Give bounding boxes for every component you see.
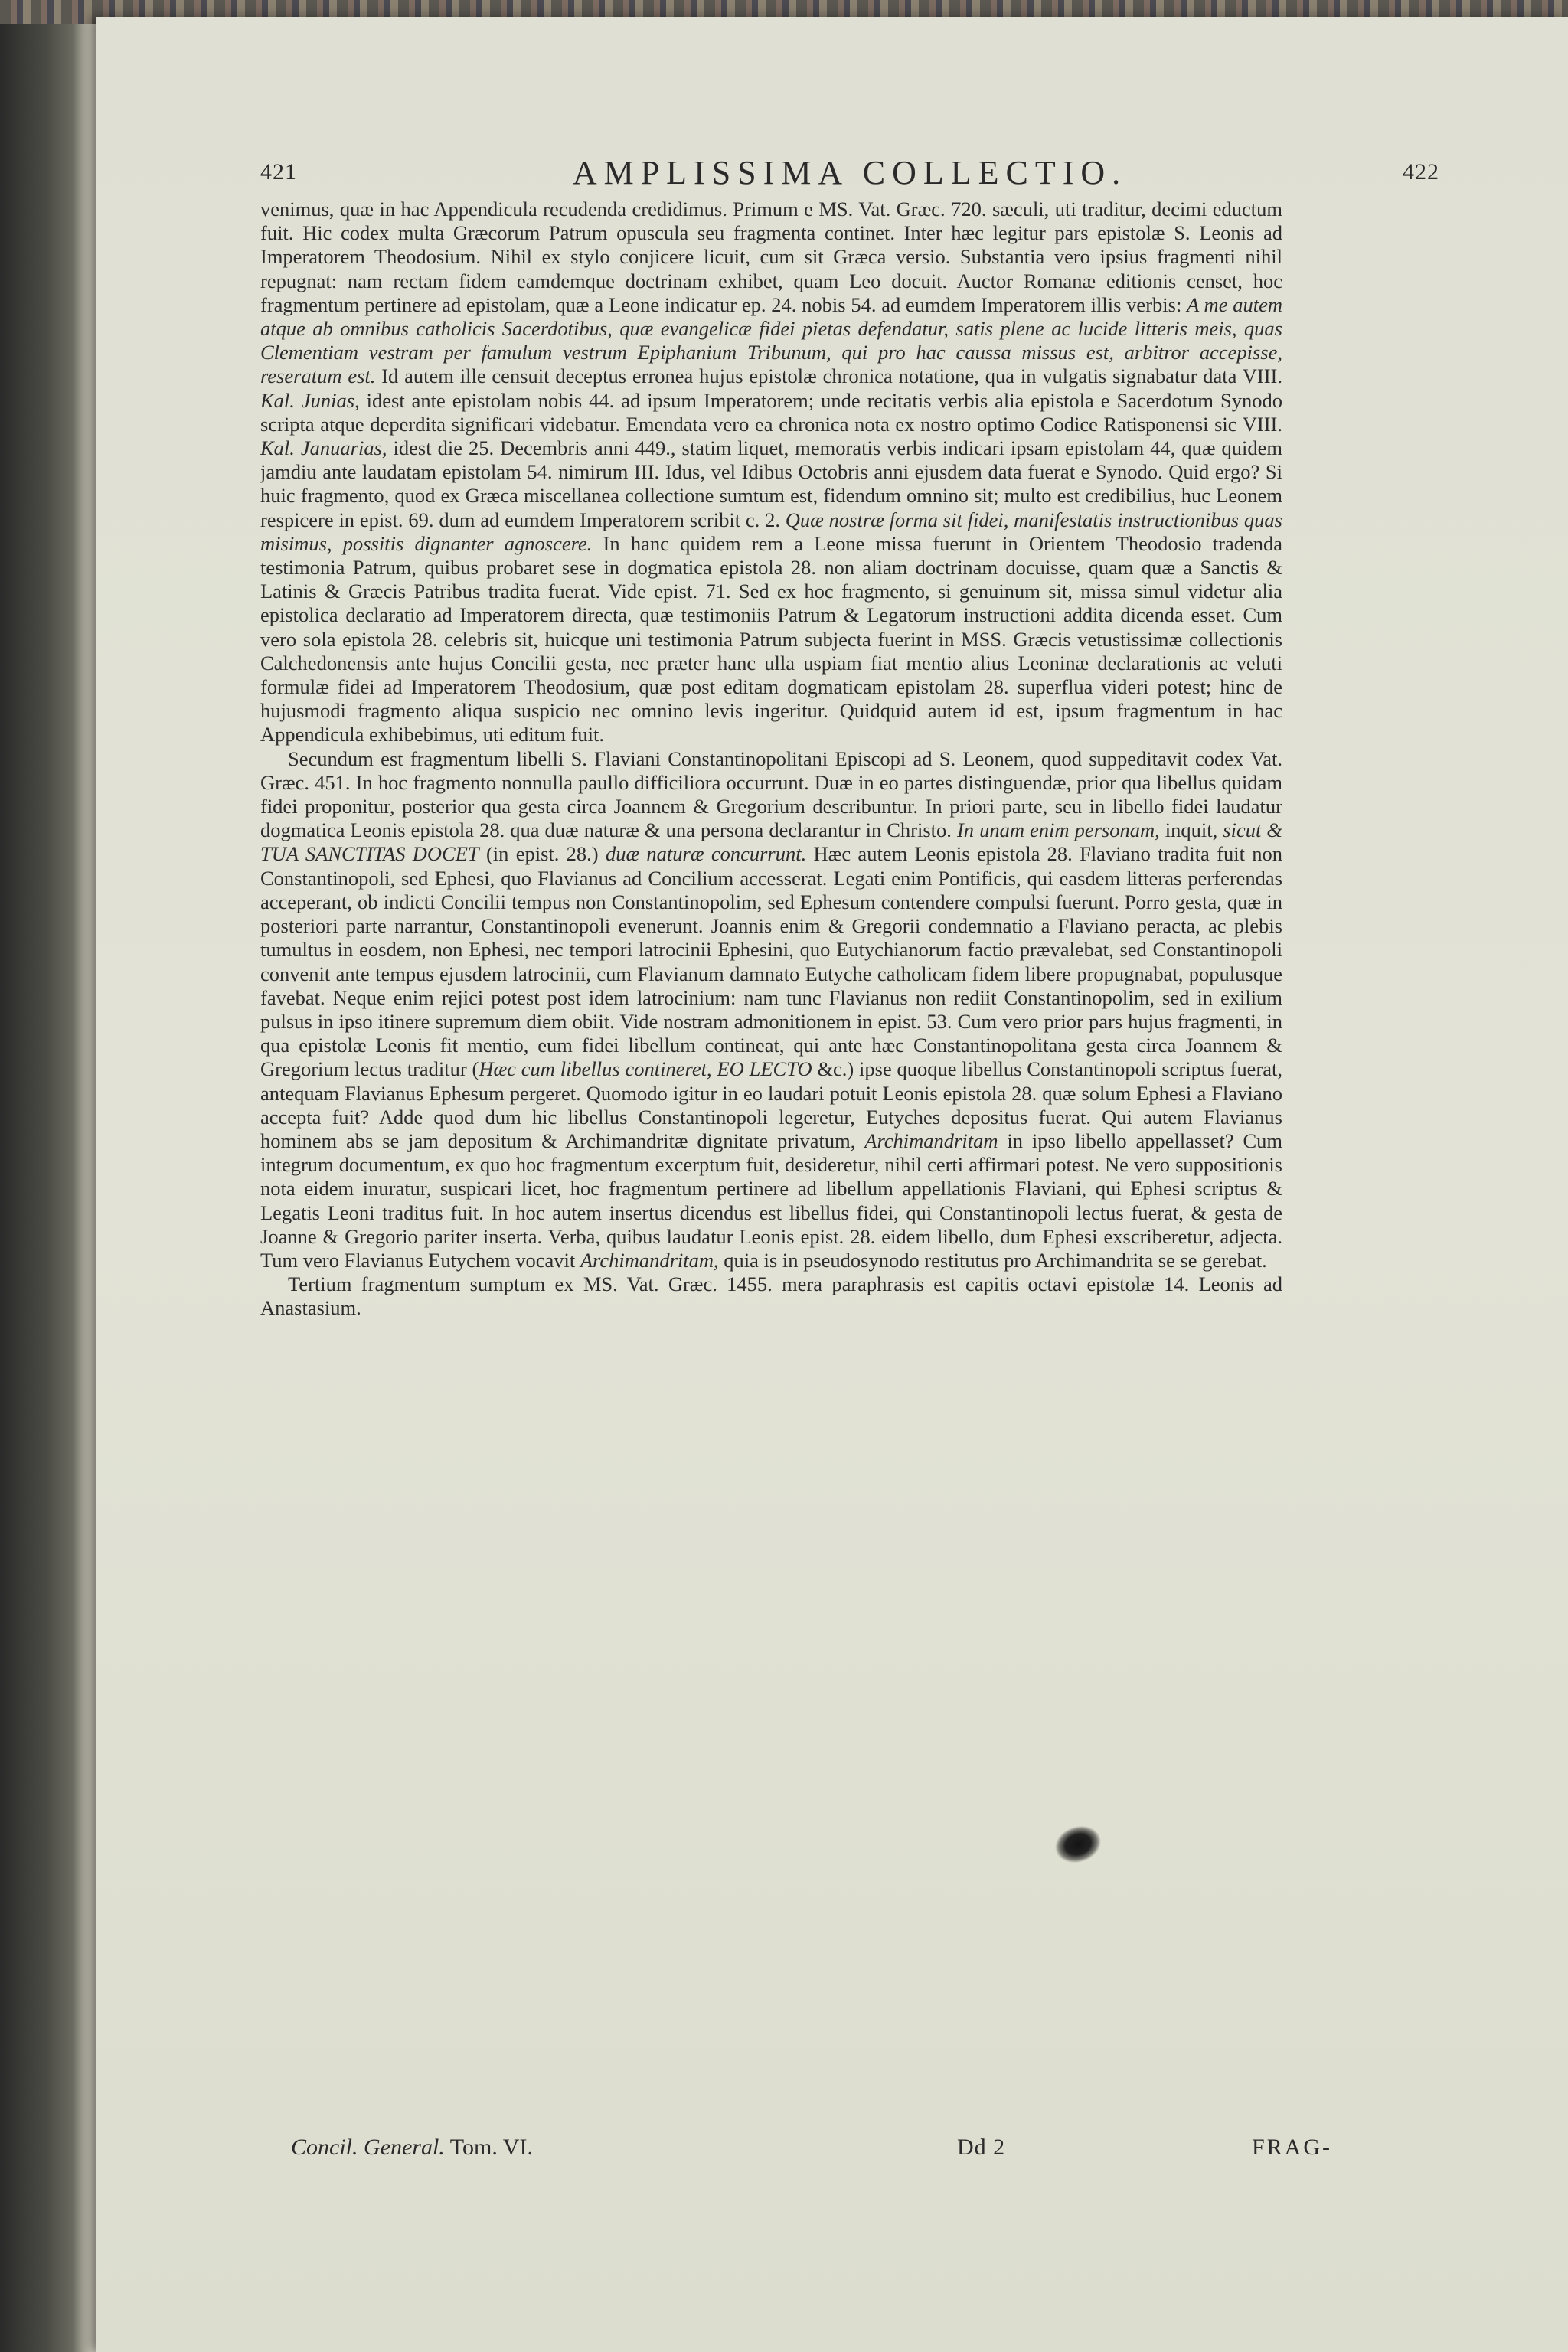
paragraph-1 [260,198,1282,747]
p1-text-4: idest ante epistolam nobis 44. ad ipsum Imperatorem; unde recitatis verbis alia epistola e Sacerdotum Synodo scripta atque deperdita significari videbatur. Emendata vero ea chronica nota ex nostro optimo Codice Ratisponensi sic VIII. [260,388,1282,436]
left-page-number: 421 [260,159,297,185]
footer-volume [291,2135,533,2161]
catchword: FRAG- [1251,2135,1332,2160]
p2-quote-naturae: duæ naturæ concurrunt. [605,842,807,866]
p1-date-junias: Kal. Junias, [260,388,360,412]
p2-text-12: in ipso libello appellasset? Cum integrum documentum, ex quo hoc fragmentum excerptum fuit, desideretur, nihil certi affirmari potest. Ne vero suppositionis nota eidem inuratur, suspicari licet, hoc fragmentum pertinere ad libellum appellationis Flaviani, qui Ephesi scriptus & Legatis Leoni traditus fuit. In hoc autem insertus dicendus est libellus fidei, qui Constantinopoli lectus fuerat, & gesta de Joanne & Gregorio pariter inserta. Verba, quibus laudatur Leonis epist. 28. eidem libello, dum Ephesi exscriberetur, adjecta. Tum vero Flavianus Eutychem vocavit [260,1129,1282,1272]
signature-mark: Dd 2 [957,2135,1006,2160]
p2-quote-unam: In unam enim personam, [956,818,1160,842]
running-header [260,153,1439,199]
paragraph-2 [260,747,1282,1272]
page-footer [291,2135,1332,2173]
p2-quote-eo-lecto: EO LECTO [717,1057,812,1081]
page-body [260,198,1282,1321]
p2-quote-sicut: sicut & TUA SANCTITAS DOCET [260,818,1282,866]
p1-quote-leo: A me autem atque ab omnibus catholicis Sacerdotibus, quæ evangelicæ fidei pietas defendatur, satis plene ac lucide litteris meis, quas Clementiam vestram per famulum vestrum Epiphanium Tribunum, qui pro hac caussa missus est, arbitror accepisse, reseratum est. [260,292,1282,388]
p2-text-10: &c.) ipse quoque libellus Constantinopoli scriptus fuerat, antequam Flavianus Ephesum pergeret. Quomodo igitur in eo laudari potuit Leonis epistola 28. quæ solum Ephesi a Flaviano accepta fuit? Adde quod dum hic libellus Constantinopoli legeretur, Eutyches depositus fuerat. Qui autem Flavianus hominem abs se jam depositum & Archimandritæ dignitate privatum, [260,1057,1283,1152]
p2-text-0: Secundum est fragmentum libelli S. Flaviani Constantinopolitani Episcopi ad S. Leonem, quod suppeditavit codex Vat. Græc. 451. In hoc fragmento nonnulla paullo difficiliora occurrunt. Duæ in eo partes distinguendæ, prior qua libellus quidam fidei proponitur, posterior qua gesta circa Joannem & Gregorium describuntur. In priori parte, seu in libello fidei laudatur dogmatica Leonis epistola 28. qua duæ naturæ & una persona declarantur in Christo. [260,746,1282,842]
footer-volume-roman: Tom. VI. [444,2135,533,2160]
p2-text-2: inquit, [1159,818,1223,842]
p2-text-8: , [707,1057,717,1081]
p2-quote-haec: Hæc cum libellus contineret [479,1057,707,1081]
right-page-number: 422 [1403,159,1439,185]
p2-word-archimandritam-2: Archimandritam [580,1248,714,1272]
running-title: AMPLISSIMA COLLECTIO. [572,154,1128,191]
footer-volume-italic: Concil. General. [291,2135,445,2160]
p2-text-4: (in epist. 28.) [479,842,606,866]
paragraph-3: Tertium fragmentum sumptum ex MS. Vat. Græc. 1455. mera paraphrasis est capitis octavi epistolæ 14. Leonis ad Anastasium. [260,1272,1282,1320]
p2-text-6: Hæc autem Leonis epistola 28. Flaviano tradita fuit non Constantinopoli, sed Ephesi, quo Flavianus ad Concilium accesserat. Legati enim Pontificis, qui easdem litteras perferendas acceperant, ob indicti Concilii tempus non Constantinopolim, sed Ephesum contendere compulsi fuerunt. Porro gesta, quæ in posteriori parte narrantur, Constantinopoli evenerunt. Joannis enim & Gregorii condemnatio a Flaviano peracta, ac plebis tumultus in eosdem, non Ephesi, nec tempori latrocinii Ephesini, quo Eutychianorum factio prævalebat, sed Constantinopoli convenit ante tempus ejusdem latrocinii, cum Flavianum damnato Eutyche catholicam fidem libere propugnabat, populusque favebat. Neque enim rejici potest post idem latrocinium: nam tunc Flavianus non rediit Constantinopolim, sed in exilium pulsus in ipso itinere supremum diem obiit. Vide nostram admonitionem in epist. 53. Cum vero prior pars hujus fragmenti, in qua epistolæ Leonis fit mentio, eum fidei libellum contineat, qui ante hæc Constantinopolitana gesta circa Joannem & Gregorium lectus traditur ( [260,842,1282,1081]
p1-text-6: idest die 25. Decembris anni 449., statim liquet, memoratis verbis indicari ipsam epistolam 44, quæ quidem jamdiu ante laudatam epistolam 54. nimirum III. Idus, vel Idibus Octobris anni ejusdem data fuerat e Synodo. Quid ergo? Si huic fragmento, quod ex Græca miscellanea collectione sumtum est, fidendum omnino sit; multo est credibilius, huc Leonem respicere in epist. 69. dum ad eumdem Imperatorem scribit c. 2. [260,436,1282,531]
p2-text-14: , quia is in pseudosynodo restitutus pro Archimandrita se se gerebat. [714,1248,1267,1272]
p1-text-0: venimus, quæ in hac Appendicula recudenda credidimus. Primum e MS. Vat. Græc. 720. sæculi, uti traditur, decimi eductum fuit. Hic codex multa Græcorum Patrum opuscula seu fragmenta continet. Inter hæc legitur pars epistolæ S. Leonis ad Imperatorem Theodosium. Nihil ex stylo conjicere licuit, cum sit Græca versio. Substantia vero ipsius fragmenti nihil repugnat: nam rectam fidem eamdemque doctrinam exhibet, quam Leo docuit. Auctor Romanæ editionis censet, hoc fragmentum pertinere ad epistolam, quæ a Leone indicatur ep. 24. nobis 54. ad eumdem Imperatorem illis verbis: [260,198,1282,316]
p1-quote-forma: Quæ nostræ forma sit fidei, manifestatis instructionibus quas misimus, possitis dignanter agnoscere. [260,508,1282,555]
p2-word-archimandritam-1: Archimandritam [864,1129,998,1152]
p1-text-8: In hanc quidem rem a Leone missa fuerunt in Orientem Theodosio tradenda testimonia Patrum, quibus probaret sese in dogmatica epistola 28. non aliam doctrinam docuisse, quam quæ a Sanctis & Latinis & Græcis Patribus tradita fuerat. Vide epist. 71. Sed ex hoc fragmento, si genuinum sit, missa simul videtur alia epistolica declaratio ad Imperatorem directa, quæ testimoniis Patrum & Legatorum instructioni addita dicenda esset. Cum vero sola epistola 28. celebris sit, huicque uni testimonia Patrum subjecta fuerint in MSS. Græcis vetustissimæ collectionis Calchedonensis ante hujus Concilii gesta, nec præter hanc ulla uspiam fiat mentio alius Leoninæ declarationis ac veluti formulæ fidei ad Imperatorem Theodosium, quæ post editam dogmaticam epistolam 28. superflua videri potest; hinc de hujusmodi fragmento aliqua suspicio nec omnino levis ingeritur. Quidquid autem id est, ipsum fragmentum in hac Appendicula exhibebimus, uti editum fuit. [260,531,1282,746]
p1-text-2: Id autem ille censuit deceptus erronea hujus epistolæ chronica notatione, qua in vulgatis signabatur data VIII. [375,364,1283,388]
p1-date-januarias: Kal. Januarias, [260,436,387,460]
